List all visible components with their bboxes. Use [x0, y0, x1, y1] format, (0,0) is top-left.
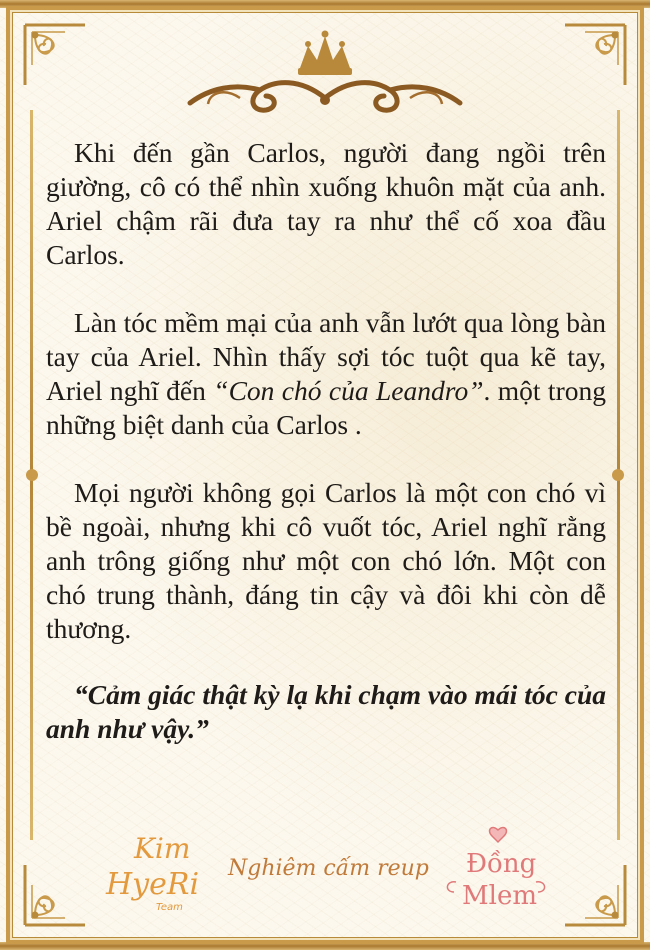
paragraph-2-lead: Làn tóc mềm mại của anh vẫn lướt qua lòng bàn tay của Ariel. Nhìn thấy sợi tóc tuột qua kẽ tay, Ariel nghĩ đến	[46, 307, 606, 406]
logo-kim-line3: Team	[156, 902, 183, 913]
paragraph-2-tail: . một trong những biệt danh của Carlos .	[46, 375, 606, 440]
nickname-quote: “Con chó của Leandro”	[213, 375, 484, 406]
logo-dong-line1: Đồng	[466, 849, 537, 879]
crown-flourish-icon	[180, 28, 470, 123]
left-frame-dot	[26, 469, 38, 481]
corner-ornament-icon	[20, 20, 90, 90]
dong-mlem-logo	[436, 822, 556, 917]
paragraph-2	[46, 306, 606, 442]
footer	[0, 822, 650, 922]
right-frame-dot	[612, 469, 624, 481]
story-text-block	[46, 136, 606, 780]
no-reup-notice: Nghiêm cấm reup	[228, 856, 429, 881]
logo-dong-line2: Mlem	[462, 881, 537, 911]
corner-ornament-icon	[560, 20, 630, 90]
quote-paragraph: “Cảm giác thật kỳ lạ khi chạm vào mái tóc của anh như vậy.”	[46, 679, 606, 744]
kim-hyeri-team-logo	[100, 828, 200, 918]
paragraph-1: Khi đến gần Carlos, người đang ngồi trên giường, cô có thể nhìn xuống khuôn mặt của anh. Ariel chậm rãi đưa tay ra như thể cố xoa đầu Carlos.	[46, 137, 606, 270]
paragraph-3: Mọi người không gọi Carlos là một con chó vì bề ngoài, nhưng khi cô vuốt tóc, Ariel nghĩ rằng anh trông giống như một con chó lớn. Một con chó trung thành, đáng tin cậy và đôi khi còn dễ thương.	[46, 477, 606, 644]
logo-kim-line1: Kim	[134, 832, 191, 865]
logo-kim-line2: HyeRi	[106, 867, 200, 902]
